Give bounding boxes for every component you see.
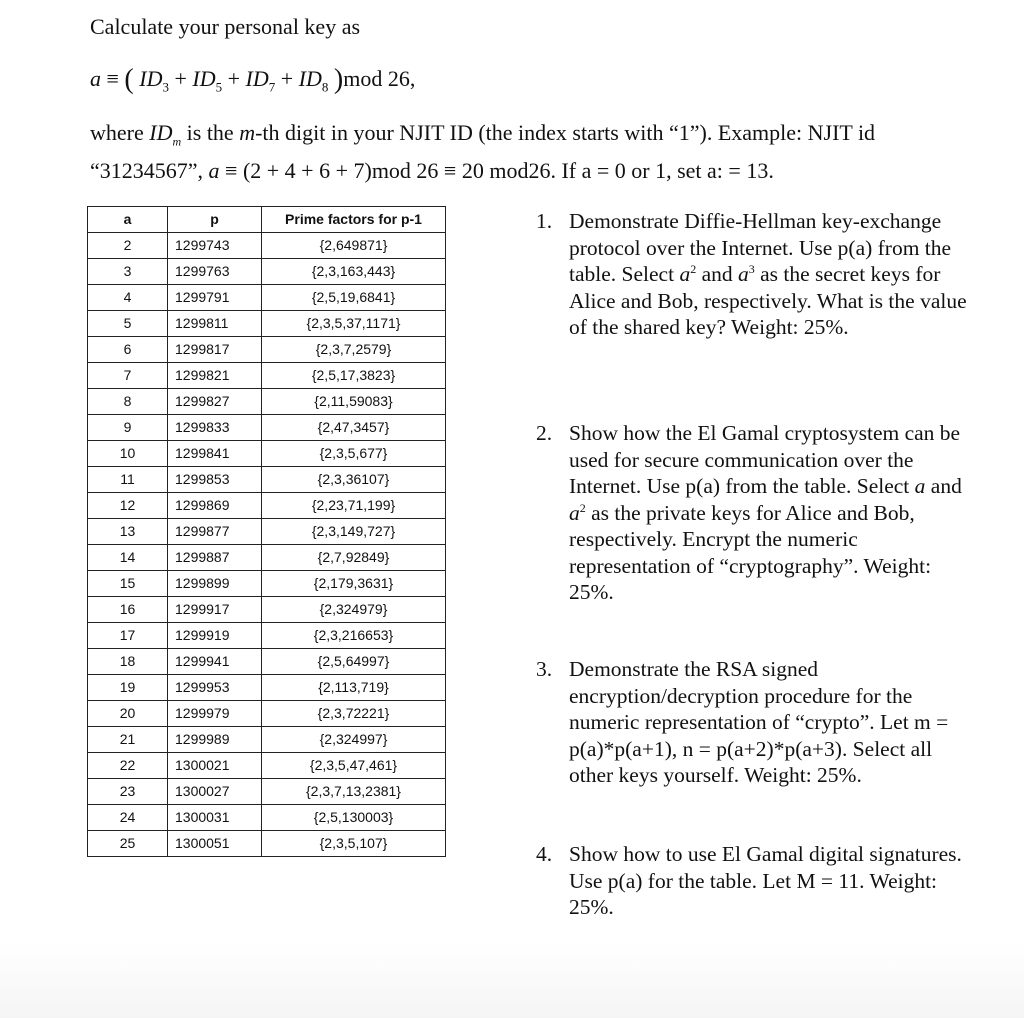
cell-p: 1299841 <box>168 441 262 467</box>
table-body <box>88 233 446 857</box>
cell-prime-factors: {2,179,3631} <box>262 571 446 597</box>
question-text-part: and <box>696 262 738 286</box>
cell-prime-factors: {2,5,130003} <box>262 805 446 831</box>
table-row <box>88 389 446 415</box>
cell-prime-factors: {2,7,92849} <box>262 545 446 571</box>
question-text-part: Demonstrate Diffie-Hellman key-exchange protocol over the Internet. Use p(a) from the table. Select <box>569 209 952 286</box>
var-a: a <box>679 262 691 286</box>
cell-p: 1299887 <box>168 545 262 571</box>
intro-example-formula: ≡ (2 + 4 + 6 + 7)mod 26 ≡ 20 mod26. If a = 0 or 1, set a: = 13. <box>219 158 774 184</box>
cell-p: 1299791 <box>168 285 262 311</box>
question-number: 2. <box>536 421 553 445</box>
table-header-row <box>88 207 446 233</box>
cell-prime-factors: {2,5,64997} <box>262 649 446 675</box>
cell-prime-factors: {2,47,3457} <box>262 415 446 441</box>
formula-id: ID <box>245 66 269 91</box>
cell-p: 1299827 <box>168 389 262 415</box>
formula-id-index: 7 <box>268 79 276 95</box>
cell-a: 15 <box>88 571 168 597</box>
table-row <box>88 545 446 571</box>
cell-p: 1299989 <box>168 727 262 753</box>
intro-example-id: “31234567”, <box>90 158 209 184</box>
formula-id: ID <box>139 66 163 91</box>
cell-p: 1299833 <box>168 415 262 441</box>
cell-prime-factors: {2,3,5,47,461} <box>262 753 446 779</box>
table-row <box>88 493 446 519</box>
question-number: 3. <box>536 657 553 681</box>
intro-id-subscript: m <box>172 134 182 149</box>
cell-p: 1300031 <box>168 805 262 831</box>
formula-mod: mod 26, <box>343 66 416 91</box>
table-row <box>88 727 446 753</box>
intro-text: is the <box>181 120 240 145</box>
question-text: Show how to use El Gamal digital signatures. Use p(a) for the table. Let M = 11. Weight: 25%. <box>569 842 962 919</box>
intro-text: -th digit in your NJIT ID (the index starts with “1”). Example: NJIT id <box>255 120 876 145</box>
var-a: a <box>738 262 749 286</box>
cell-a: 7 <box>88 363 168 389</box>
exponent: 3 <box>748 261 755 276</box>
table-row <box>88 753 446 779</box>
exponent: 2 <box>690 261 697 276</box>
cell-p: 1300027 <box>168 779 262 805</box>
cell-p: 1299979 <box>168 701 262 727</box>
intro-id-symbol: ID <box>149 120 173 145</box>
cell-a: 17 <box>88 623 168 649</box>
question-text-part: and <box>925 474 962 498</box>
intro-a-symbol: a <box>208 158 220 184</box>
cell-prime-factors: {2,3,5,107} <box>262 831 446 857</box>
cell-a: 12 <box>88 493 168 519</box>
cell-p: 1299811 <box>168 311 262 337</box>
cell-a: 8 <box>88 389 168 415</box>
cell-a: 13 <box>88 519 168 545</box>
cell-prime-factors: {2,324997} <box>262 727 446 753</box>
cell-prime-factors: {2,3,7,13,2381} <box>262 779 446 805</box>
header-prime-factors: Prime factors for p-1 <box>262 207 446 233</box>
cell-prime-factors: {2,324979} <box>262 597 446 623</box>
formula-variable-a: a <box>90 66 101 91</box>
table-row <box>88 675 446 701</box>
table-row <box>88 441 446 467</box>
table-row <box>88 805 446 831</box>
var-a: a <box>914 474 926 498</box>
cell-prime-factors: {2,3,5,677} <box>262 441 446 467</box>
page-bottom-shade <box>0 943 1024 1018</box>
intro-paragraph <box>90 118 970 186</box>
cell-p: 1299869 <box>168 493 262 519</box>
question-text: Demonstrate the RSA signed encryption/decryption procedure for the numeric representation of “crypto”. Let m = p(a)*p(a+1), n = p(a+2)*p(a+3). Select all other keys yourself. Weight: 25%. <box>569 657 949 787</box>
personal-key-formula: a ≡ ( $ID_3 + ID_5 + ID_7 + ID_8$ )mod 26, <box>90 64 416 95</box>
cell-a: 2 <box>88 233 168 259</box>
cell-prime-factors: {2,3,149,727} <box>262 519 446 545</box>
table-row <box>88 649 446 675</box>
question-text <box>569 208 979 341</box>
cell-p: 1300051 <box>168 831 262 857</box>
intro-m-symbol: m <box>239 120 256 145</box>
table-row <box>88 597 446 623</box>
cell-prime-factors: {2,649871} <box>262 233 446 259</box>
cell-a: 22 <box>88 753 168 779</box>
cell-p: 1299877 <box>168 519 262 545</box>
formula-plus: + <box>174 66 187 91</box>
table-row <box>88 701 446 727</box>
cell-p: 1299821 <box>168 363 262 389</box>
cell-p: 1299899 <box>168 571 262 597</box>
cell-p: 1299763 <box>168 259 262 285</box>
table-row <box>88 467 446 493</box>
table-row <box>88 337 446 363</box>
cell-prime-factors: {2,3,163,443} <box>262 259 446 285</box>
cell-prime-factors: {2,5,19,6841} <box>262 285 446 311</box>
question-text-part: as the secret keys for Alice and Bob, respectively. What is the value of the shared key? Weight: 25%. <box>569 262 967 339</box>
header-p: p <box>168 207 262 233</box>
cell-a: 20 <box>88 701 168 727</box>
table-row <box>88 363 446 389</box>
cell-prime-factors: {2,11,59083} <box>262 389 446 415</box>
table-row <box>88 259 446 285</box>
exponent: 2 <box>579 500 586 515</box>
question-number: 1. <box>536 209 553 233</box>
cell-prime-factors: {2,5,17,3823} <box>262 363 446 389</box>
table-row <box>88 233 446 259</box>
table-row <box>88 285 446 311</box>
table-row <box>88 519 446 545</box>
question-text-part: as the private keys for Alice and Bob, respectively. Encrypt the numeric representation of “cryptography”. Weight: 25%. <box>569 500 932 604</box>
cell-p: 1299953 <box>168 675 262 701</box>
cell-p: 1300021 <box>168 753 262 779</box>
cell-p: 1299817 <box>168 337 262 363</box>
table-row <box>88 779 446 805</box>
cell-a: 14 <box>88 545 168 571</box>
cell-a: 23 <box>88 779 168 805</box>
question-number: 4. <box>536 842 553 866</box>
formula-id: ID <box>298 66 322 91</box>
formula-id: ID <box>192 66 216 91</box>
cell-p: 1299743 <box>168 233 262 259</box>
formula-id-index: 3 <box>162 79 169 95</box>
table-row <box>88 623 446 649</box>
cell-p: 1299919 <box>168 623 262 649</box>
cell-a: 5 <box>88 311 168 337</box>
cell-p: 1299941 <box>168 649 262 675</box>
question-text-part: Show how the El Gamal cryptosystem can be used for secure communication over the Internet. Use p(a) from the table. Select <box>569 421 961 498</box>
cell-a: 11 <box>88 467 168 493</box>
cell-a: 16 <box>88 597 168 623</box>
table-row <box>88 831 446 857</box>
cell-prime-factors: {2,23,71,199} <box>262 493 446 519</box>
cell-a: 4 <box>88 285 168 311</box>
formula-plus: + <box>280 66 294 91</box>
formula-id-index: 8 <box>321 79 329 95</box>
cell-a: 6 <box>88 337 168 363</box>
intro-text: where <box>90 120 150 145</box>
prime-table <box>87 206 446 857</box>
cell-p: 1299917 <box>168 597 262 623</box>
formula-id-index: 5 <box>215 79 223 95</box>
cell-prime-factors: {2,113,719} <box>262 675 446 701</box>
table-row <box>88 415 446 441</box>
cell-prime-factors: {2,3,216653} <box>262 623 446 649</box>
table-row <box>88 311 446 337</box>
cell-a: 3 <box>88 259 168 285</box>
cell-a: 9 <box>88 415 168 441</box>
formula-plus: + <box>227 66 241 91</box>
cell-a: 24 <box>88 805 168 831</box>
cell-prime-factors: {2,3,7,2579} <box>262 337 446 363</box>
intro-title: Calculate your personal key as <box>90 14 361 39</box>
cell-a: 21 <box>88 727 168 753</box>
cell-prime-factors: {2,3,72221} <box>262 701 446 727</box>
cell-a: 19 <box>88 675 168 701</box>
header-a: a <box>88 207 168 233</box>
cell-a: 18 <box>88 649 168 675</box>
formula-equiv: ≡ <box>106 66 119 91</box>
question-text <box>569 420 979 606</box>
cell-p: 1299853 <box>168 467 262 493</box>
cell-prime-factors: {2,3,36107} <box>262 467 446 493</box>
cell-prime-factors: {2,3,5,37,1171} <box>262 311 446 337</box>
cell-a: 25 <box>88 831 168 857</box>
var-a: a <box>569 500 580 525</box>
table-row <box>88 571 446 597</box>
cell-a: 10 <box>88 441 168 467</box>
